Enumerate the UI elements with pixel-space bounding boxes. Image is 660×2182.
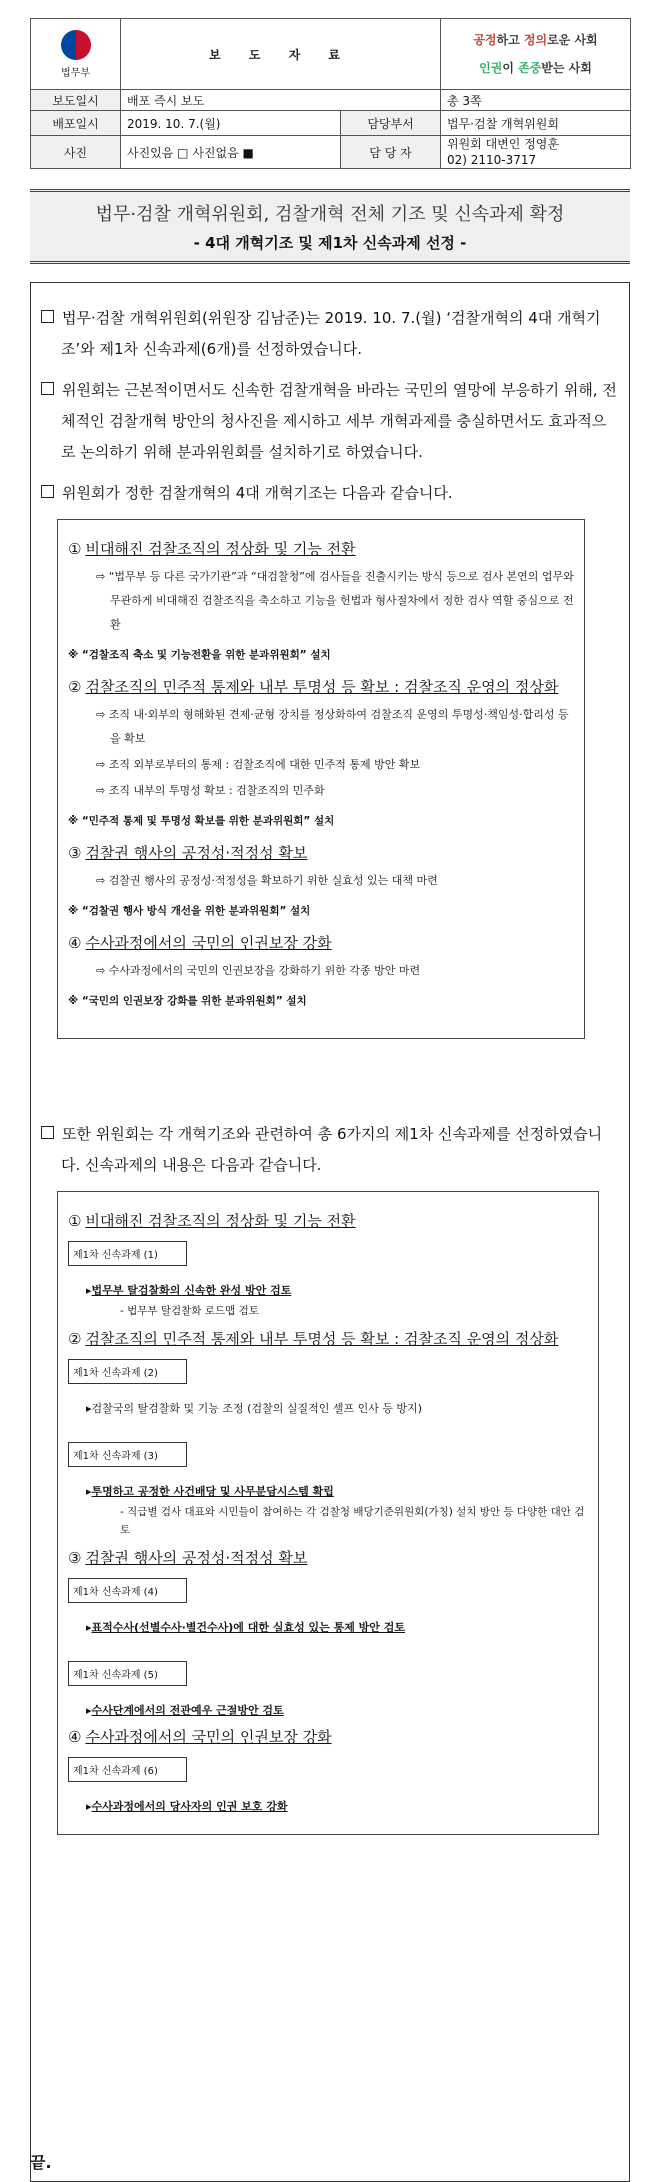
task-group-4: ④ 수사과정에서의 국민의 인권보장 강화 제1차 신속과제 (6) ▸수사과정에서의 당사자의 인권 보호 강화	[68, 1728, 332, 1813]
contact-value: 위원회 대변인 정영훈 02) 2110-3717	[441, 136, 631, 169]
photo-value: 사진있음 □ 사진없음 ■	[121, 136, 341, 169]
principle-3: ③ 검찰권 행사의 공정성·적정성 확보 ⇨ 검찰권 행사의 공정성·적정성을 확보하기 위한 실효성 있는 대책 마련 ※ “검찰권 행사 방식 개선을 위한 분과위원회” 설치	[68, 844, 438, 917]
task-group-1: ① 비대해진 검찰조직의 정상화 및 기능 전환 제1차 신속과제 (1) ▸법무부 탈검찰화의 신속한 완성 방안 검토 - 법무부 탈검찰화 로드맵 검토	[68, 1212, 356, 1317]
release-time-value: 배포 즉시 보도	[121, 90, 441, 111]
principle-1: ① 비대해진 검찰조직의 정상화 및 기능 전환 ⇨ “법무부 등 다른 국가기관”과 “대검찰청”에 검사들을 진출시키는 방식 등으로 검사 본연의 업무와 무관하게 비대해진 검찰조직을 축소하고 기능을 헌법과 형사절차에서 정한 검사 역할 중심으로 전환 ※ “검찰조직 축소 및 기능전환을 위한 분과위원회” 설치	[68, 540, 574, 661]
principle-4: ④ 수사과정에서의 국민의 인권보장 강화 ⇨ 수사과정에서의 국민의 인권보장을 강화하기 위한 각종 방안 마련 ※ “국민의 인권보장 강화를 위한 분과위원회” 설치	[68, 934, 421, 1007]
principle-2: ② 검찰조직의 민주적 통제와 내부 투명성 등 확보 : 검찰조직 운영의 정상화 ⇨ 조직 내·외부의 형해화된 견제·균형 장치를 정상화하여 검찰조직 운영의 투명성·책임성·합리성 등을 확보 ⇨ 조직 외부로부터의 통제 : 검찰조직에 대한 민주적 통제 방안 확보 ⇨ 조직 내부의 투명성 확보 : 검찰조직의 민주화 ※ “민주적 통제 및 투명성 확보를 위한 분과위원회” 설치	[68, 678, 569, 827]
department-label: 담당부서	[341, 111, 441, 136]
page-count: 총 3쪽	[441, 90, 631, 111]
ministry-emblem-icon	[61, 30, 91, 60]
release-time-label: 보도일시	[31, 90, 121, 111]
contact-label: 담 당 자	[341, 136, 441, 169]
headline: 법무·검찰 개혁위원회, 검찰개혁 전체 기조 및 신속과제 확정	[95, 204, 565, 225]
paragraph-3: 위원회가 정한 검찰개혁의 4대 개혁기조는 다음과 같습니다.	[41, 478, 619, 509]
body-frame	[30, 282, 630, 2182]
header-table	[30, 18, 631, 169]
paragraph-4: 또한 위원회는 각 개혁기조와 관련하여 총 6가지의 제1차 신속과제를 선정하였습니다. 신속과제의 내용은 다음과 같습니다.	[41, 1119, 619, 1181]
paragraph-1: 법무·검찰 개혁위원회(위원장 김남준)는 2019. 10. 7.(월) ‘검찰개혁의 4대 개혁기조’와 제1차 신속과제(6개)를 선정하였습니다.	[41, 303, 619, 365]
logo	[31, 19, 121, 90]
distribution-date-value: 2019. 10. 7.(월)	[121, 111, 341, 136]
distribution-date-label: 배포일시	[31, 111, 121, 136]
task-group-2: ② 검찰조직의 민주적 통제와 내부 투명성 등 확보 : 검찰조직 운영의 정상화 제1차 신속과제 (2) ▸검찰국의 탈검찰화 및 기능 조정 (검찰의 실질적인 셀프 인사 등 방지) 제1차 신속과제 (3) ▸투명하고 공정한 사건배당 및 사무분담시스템 확립 - 직급별 검사 대표와 시민들이 참여하는 각 검찰청 배당기준위원회(가칭) 설치 방안 등 다양한 대안 검토	[68, 1330, 585, 1536]
doc-title: 보 도 자 료	[121, 19, 441, 90]
slogan: 공정하고 정의로운 사회 인권이 존중받는 사회	[441, 19, 631, 90]
logo-label: 법무부	[61, 67, 90, 79]
subheadline: - 4대 개혁기조 및 제1차 신속과제 선정 -	[193, 234, 467, 252]
task-group-3: ③ 검찰권 행사의 공정성·적정성 확보 제1차 신속과제 (4) ▸표적수사(선별수사·별건수사)에 대한 실효성 있는 통제 방안 검토 제1차 신속과제 (5) ▸수사단계에서의 전관예우 근절방안 검토	[68, 1549, 406, 1717]
principles-box	[57, 519, 585, 1039]
tasks-box	[57, 1191, 599, 1835]
department-value: 법무·검찰 개혁위원회	[441, 111, 631, 136]
press-release	[30, 18, 630, 2182]
photo-label: 사진	[31, 136, 121, 169]
headline-box	[30, 189, 630, 264]
end-mark: 끝.	[30, 2153, 52, 2172]
paragraph-2: 위원회는 근본적이면서도 신속한 검찰개혁을 바라는 국민의 열망에 부응하기 위해, 전체적인 검찰개혁 방안의 청사진을 제시하고 세부 개혁과제를 충실하면서도 효과적으로 논의하기 위해 분과위원회를 설치하기로 하였습니다.	[41, 375, 619, 468]
